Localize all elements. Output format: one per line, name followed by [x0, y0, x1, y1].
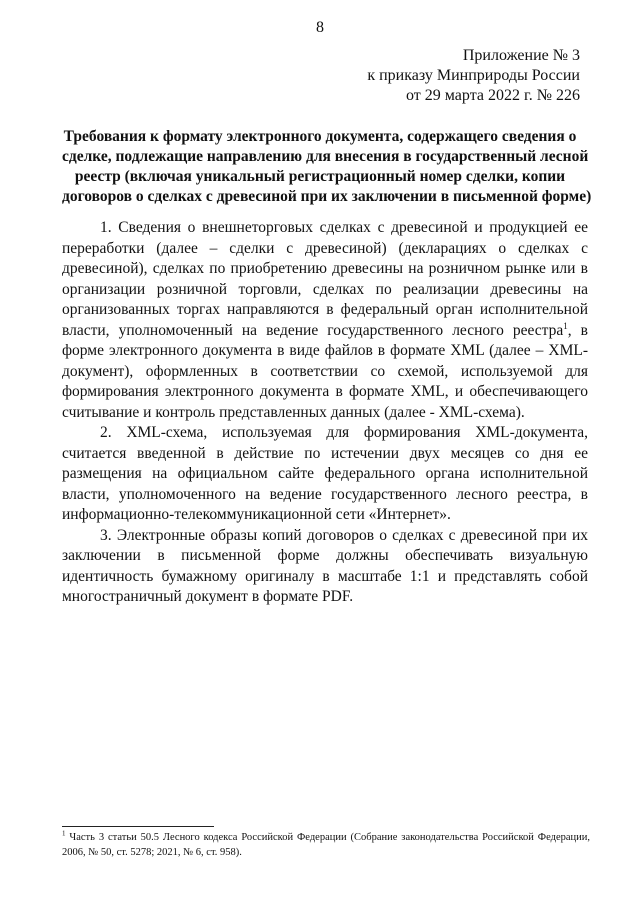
appendix-line-1: Приложение № 3 [462, 47, 580, 64]
footnote-text: Часть 3 статьи 50.5 Лесного кодекса Российской Федерации (Собрание законодательства Российской Федерации, 2006, № 50, ст. 5278; 2021, № 6, ст. 958). [62, 832, 590, 858]
appendix-block [367, 46, 580, 106]
footnote [62, 830, 590, 860]
page-number: 8 [316, 19, 324, 36]
footnote-divider [62, 826, 214, 827]
appendix-line-3: от 29 марта 2022 г. № 226 [406, 87, 580, 104]
title-line-3: реестр (включая уникальный регистрационный номер сделки, копии [74, 168, 566, 185]
paragraph-3: 3. Электронные образы копий договоров о сделках с древесиной при их заключении в письменной форме должны обеспечивать визуальную идентичность бумажному оригиналу в масштабе 1:1 и представлять собой многостраничный документ в формате PDF. [62, 526, 588, 605]
footnote-marker: 1 [62, 829, 66, 838]
paragraph-1 [62, 218, 588, 423]
title-line-1: Требования к формату электронного документа, содержащего сведения о [63, 128, 577, 145]
paragraph-1-text-b: , в форме электронного документа в виде файлов в формате XML (далее – XML-документ), оформленных в соответствии со схемой, используемой для формирования электронного документа в формате XML, и обеспечивающего считывание и контроль представленных данных (далее - XML-схема). [62, 321, 588, 421]
title-line-2: сделке, подлежащие направлению для внесения в государственный лесной [62, 148, 589, 165]
body-text [62, 218, 588, 608]
paragraph-1-text-a: 1. Сведения о внешнеторговых сделках с древесиной и продукцией ее переработки (далее – сделки с древесиной) (декларациях о сделках с древесиной), сделках по приобретению древесины на розничном рынке или в организации розничной торговли, сделках по реализации древесины на организованных торгах направляются в федеральный орган исполнительной власти, уполномоченный на ведение государственного лесного реестра [62, 219, 588, 339]
document-title [62, 127, 592, 207]
appendix-line-2: к приказу Минприроды России [367, 67, 580, 84]
title-line-4: договоров о сделках с древесиной при их заключении в письменной форме) [62, 188, 592, 205]
footnote-reference: 1 [563, 320, 568, 331]
paragraph-2: 2. XML-схема, используемая для формирования XML-документа, считается введенной в действие по истечении двух месяцев со дня ее размещения на официальном сайте федерального органа исполнительной власти, уполномоченного на ведение государственного лесного реестра, в информационно-телекоммуникационной сети «Интернет». [62, 424, 588, 523]
